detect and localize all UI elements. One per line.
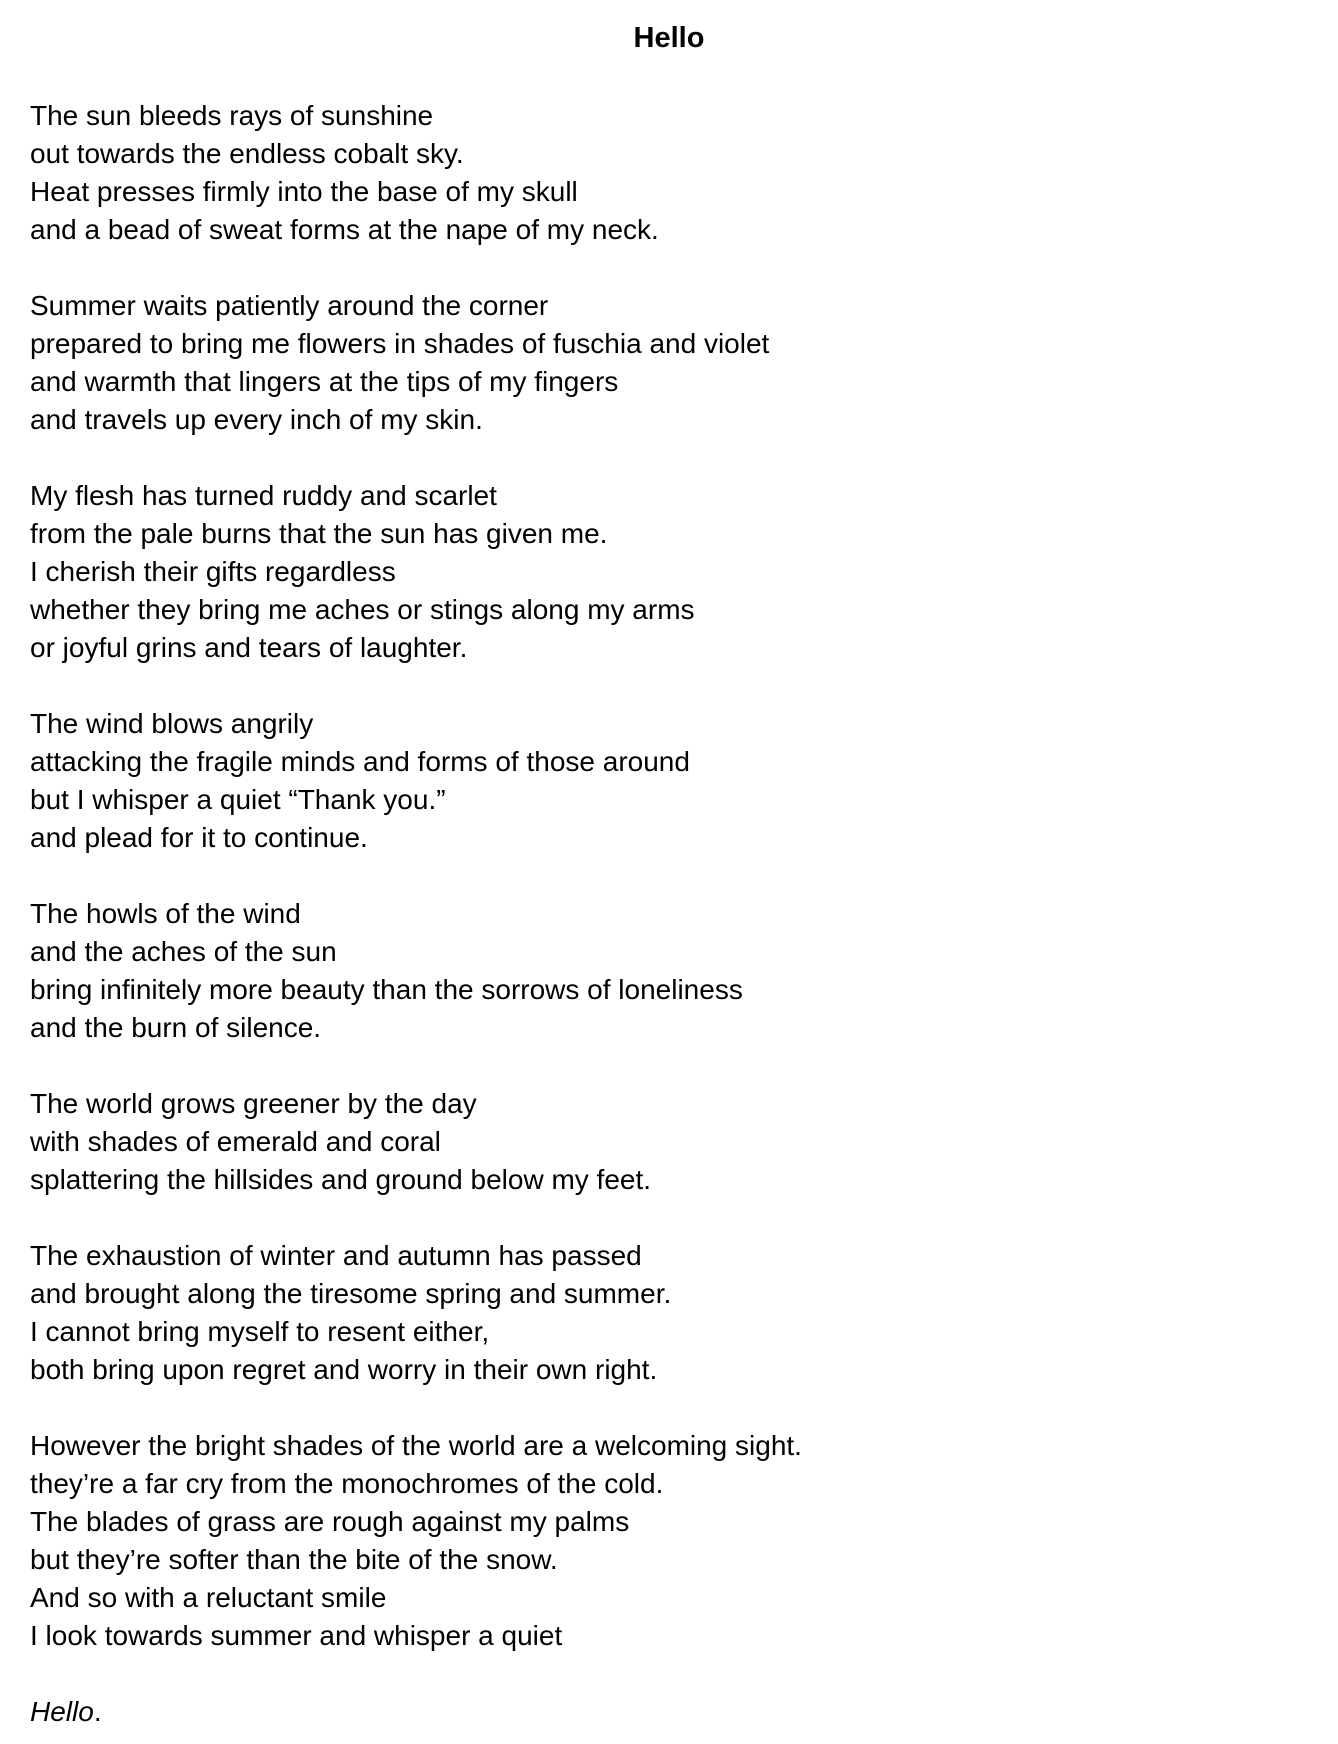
poem-line: both bring upon regret and worry in their own right. <box>30 1354 658 1385</box>
stanza <box>30 705 1310 857</box>
closing-punctuation: . <box>93 1696 102 1727</box>
poem-line: And so with a reluctant smile <box>30 1582 387 1613</box>
poem-line: However the bright shades of the world are a welcoming sight. <box>30 1430 802 1461</box>
poem-line: prepared to bring me flowers in shades of fuschia and violet <box>30 328 770 359</box>
stanza <box>30 895 1310 1047</box>
poem-line: Heat presses firmly into the base of my skull <box>30 176 578 207</box>
poem-line: and plead for it to continue. <box>30 822 368 853</box>
poem-line: I look towards summer and whisper a quiet <box>30 1620 563 1651</box>
poem-line: they’re a far cry from the monochromes of the cold. <box>30 1468 664 1499</box>
poem-line: My flesh has turned ruddy and scarlet <box>30 480 497 511</box>
poem-line: but I whisper a quiet “Thank you.” <box>30 784 446 815</box>
poem-title: Hello <box>633 22 705 54</box>
poem-line: I cherish their gifts regardless <box>30 556 396 587</box>
poem-line: splattering the hillsides and ground below my feet. <box>30 1164 652 1195</box>
poem-line: The wind blows angrily <box>30 708 314 739</box>
poem-line: attacking the fragile minds and forms of those around <box>30 746 690 777</box>
poem-line: and travels up every inch of my skin. <box>30 404 483 435</box>
poem-line: The exhaustion of winter and autumn has passed <box>30 1240 642 1271</box>
poem-line: and the burn of silence. <box>30 1012 322 1043</box>
stanza <box>30 287 1310 439</box>
poem-line: The howls of the wind <box>30 898 301 929</box>
stanza <box>30 97 1310 249</box>
poem-line: The world grows greener by the day <box>30 1088 477 1119</box>
poem-line: The sun bleeds rays of sunshine <box>30 100 434 131</box>
poem-line: whether they bring me aches or stings along my arms <box>30 594 695 625</box>
poem-line: Summer waits patiently around the corner <box>30 290 549 321</box>
poem-line: I cannot bring myself to resent either, <box>30 1316 490 1347</box>
poem-line: and warmth that lingers at the tips of my fingers <box>30 366 619 397</box>
poem-line: and a bead of sweat forms at the nape of my neck. <box>30 214 659 245</box>
stanza <box>30 1085 1310 1199</box>
poem-line: The blades of grass are rough against my palms <box>30 1506 630 1537</box>
stanza <box>30 1427 1310 1655</box>
poem-line: from the pale burns that the sun has given me. <box>30 518 608 549</box>
closing-line <box>30 1693 1310 1731</box>
poem-line: but they’re softer than the bite of the snow. <box>30 1544 558 1575</box>
poem-line: out towards the endless cobalt sky. <box>30 138 464 169</box>
stanza <box>30 1237 1310 1389</box>
closing-word: Hello <box>30 1696 94 1727</box>
poem-line: and the aches of the sun <box>30 936 337 967</box>
poem-line: and brought along the tiresome spring and summer. <box>30 1278 672 1309</box>
poem-line: or joyful grins and tears of laughter. <box>30 632 468 663</box>
poem-line: bring infinitely more beauty than the sorrows of loneliness <box>30 974 743 1005</box>
poem-body <box>30 97 1310 1731</box>
poem-line: with shades of emerald and coral <box>30 1126 441 1157</box>
stanza <box>30 477 1310 667</box>
